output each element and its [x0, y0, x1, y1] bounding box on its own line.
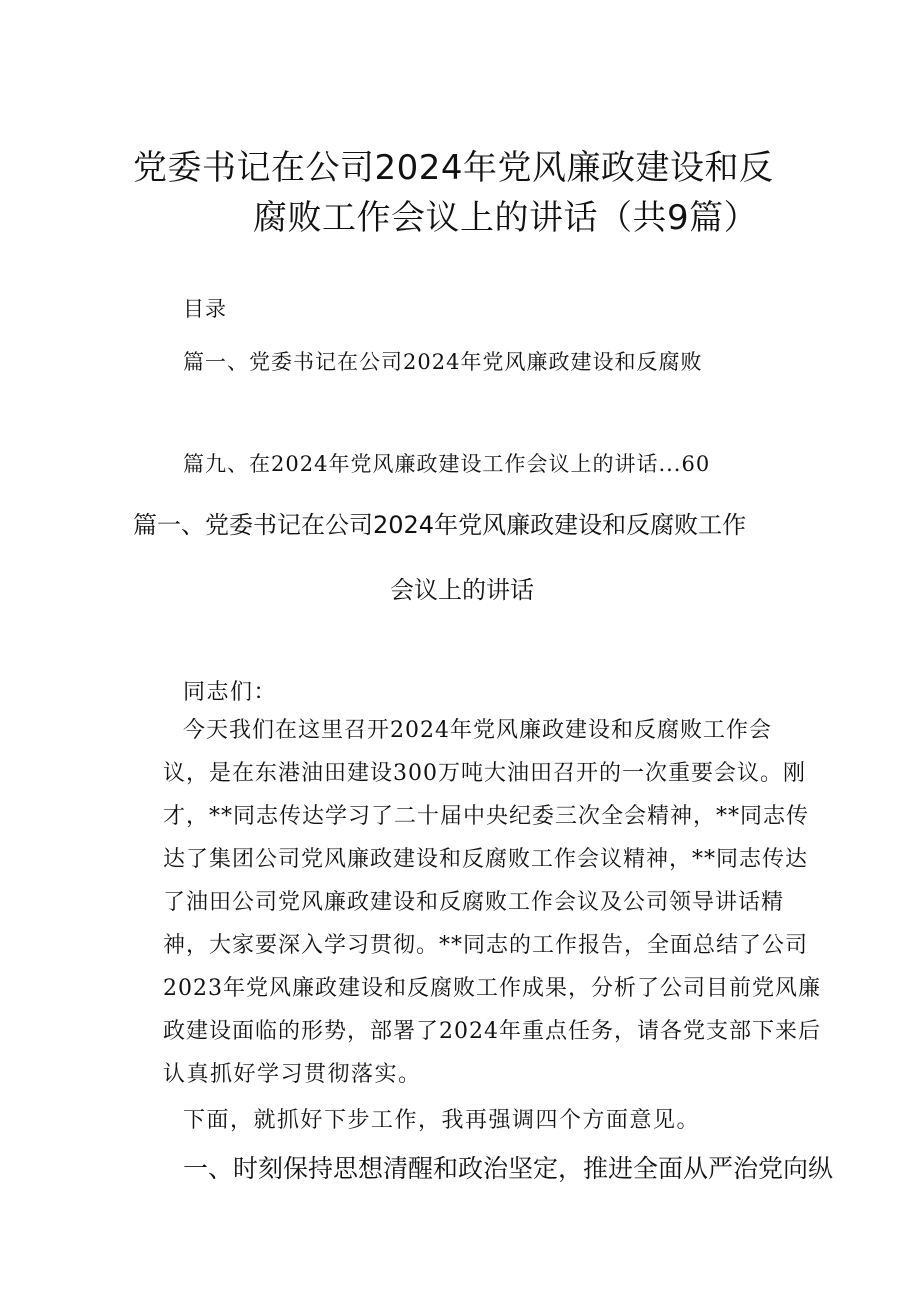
article-heading-line-1: 篇一、党委书记在公司2024年党风廉政建设和反腐败工作 — [133, 511, 747, 539]
paragraph-1-line-8: 政建设面临的形势，部署了2024年重点任务，请各党支部下来后 — [163, 1019, 821, 1044]
section-1-heading: 一、时刻保持思想清醒和政治坚定，推进全面从严治党向纵 — [183, 1154, 834, 1183]
document-title-line-2: 腐败工作会议上的讲话（共9篇） — [253, 198, 759, 238]
paragraph-1-line-6: 神，大家要深入学习贯彻。**同志的工作报告，全面总结了公司 — [163, 933, 809, 958]
toc-item-9[interactable]: 篇九、在2024年党风廉政建设工作会议上的讲话...60 — [183, 452, 711, 476]
paragraph-1-line-5: 了油田公司党风廉政建设和反腐败工作会议及公司领导讲话精 — [163, 890, 785, 915]
paragraph-1-line-7: 2023年党风廉政建设和反腐败工作成果，分析了公司目前党风廉 — [163, 976, 821, 1001]
paragraph-1-line-4: 达了集团公司党风廉政建设和反腐败工作会议精神，**同志传达 — [163, 847, 809, 872]
paragraph-2: 下面，就抓好下步工作，我再强调四个方面意见。 — [183, 1108, 701, 1133]
paragraph-1-line-1: 今天我们在这里召开2024年党风廉政建设和反腐败工作会 — [183, 718, 772, 743]
toc-label: 目录 — [183, 297, 227, 321]
salutation: 同志们： — [183, 680, 278, 705]
paragraph-1-line-2: 议，是在东港油田建设300万吨大油田召开的一次重要会议。刚 — [163, 761, 806, 786]
toc-item-1[interactable]: 篇一、党委书记在公司2024年党风廉政建设和反腐败 — [183, 350, 703, 374]
document-title-line-1: 党委书记在公司2024年党风廉政建设和反 — [133, 148, 774, 188]
paragraph-1-line-3: 才，**同志传达学习了二十届中央纪委三次全会精神，**同志传 — [163, 804, 810, 829]
article-heading-line-2: 会议上的讲话 — [390, 576, 534, 604]
paragraph-1-line-9: 认真抓好学习贯彻落实。 — [163, 1062, 422, 1087]
